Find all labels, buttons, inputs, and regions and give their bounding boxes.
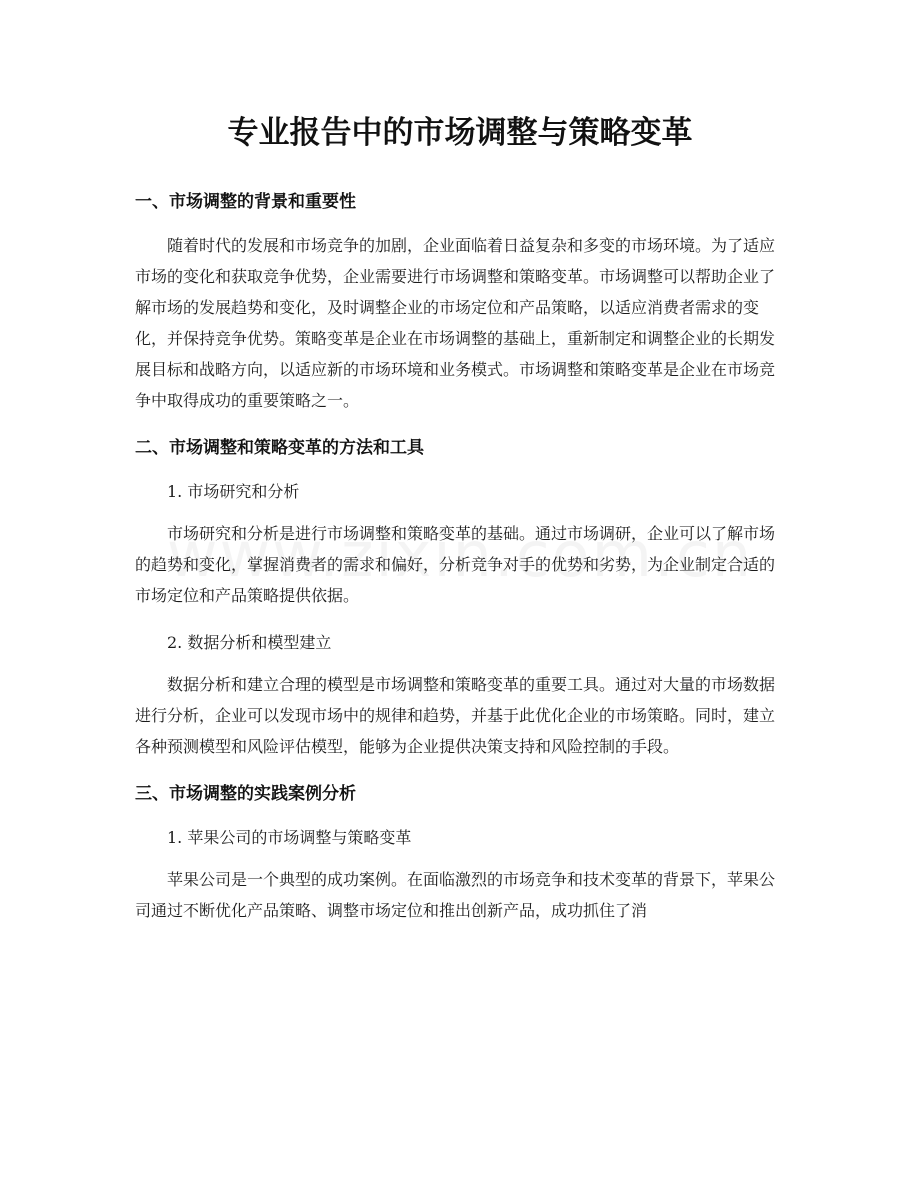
- section-heading-background: 一、市场调整的背景和重要性: [135, 192, 356, 212]
- document-body: [135, 102, 785, 926]
- section-heading-methods: 二、市场调整和策略变革的方法和工具: [135, 438, 424, 458]
- paragraph-data-analysis: 数据分析和建立合理的模型是市场调整和策略变革的重要工具。通过对大量的市场数据进行分析，企业可以发现市场中的规律和趋势，并基于此优化企业的市场策略。同时，建立各种预测模型和风险评估模型，能够为企业提供决策支持和风险控制的手段。: [135, 675, 776, 756]
- subheading-apple-case: 1. 苹果公司的市场调整与策略变革: [167, 828, 412, 847]
- section-heading-case-study: 三、市场调整的实践案例分析: [135, 784, 356, 804]
- paragraph-apple-case: 苹果公司是一个典型的成功案例。在面临激烈的市场竞争和技术变革的背景下，苹果公司通过不断优化产品策略、调整市场定位和推出创新产品，成功抓住了消: [135, 870, 776, 920]
- subheading-market-research: 1. 市场研究和分析: [167, 482, 300, 501]
- paragraph-market-research: 市场研究和分析是进行市场调整和策略变革的基础。通过市场调研，企业可以了解市场的趋势和变化，掌握消费者的需求和偏好，分析竞争对手的优势和劣势，为企业制定合适的市场定位和产品策略提供依据。: [135, 524, 776, 605]
- page-title: 专业报告中的市场调整与策略变革: [227, 115, 693, 151]
- subheading-data-analysis: 2. 数据分析和模型建立: [167, 633, 332, 652]
- section-paragraph-background: 随着时代的发展和市场竞争的加剧，企业面临着日益复杂和多变的市场环境。为了适应市场的变化和获取竞争优势，企业需要进行市场调整和策略变革。市场调整可以帮助企业了解市场的发展趋势和变化，及时调整企业的市场定位和产品策略，以适应消费者需求的变化，并保持竞争优势。策略变革是企业在市场调整的基础上，重新制定和调整企业的长期发展目标和战略方向，以适应新的市场环境和业务模式。市场调整和策略变革是企业在市场竞争中取得成功的重要策略之一。: [135, 236, 776, 410]
